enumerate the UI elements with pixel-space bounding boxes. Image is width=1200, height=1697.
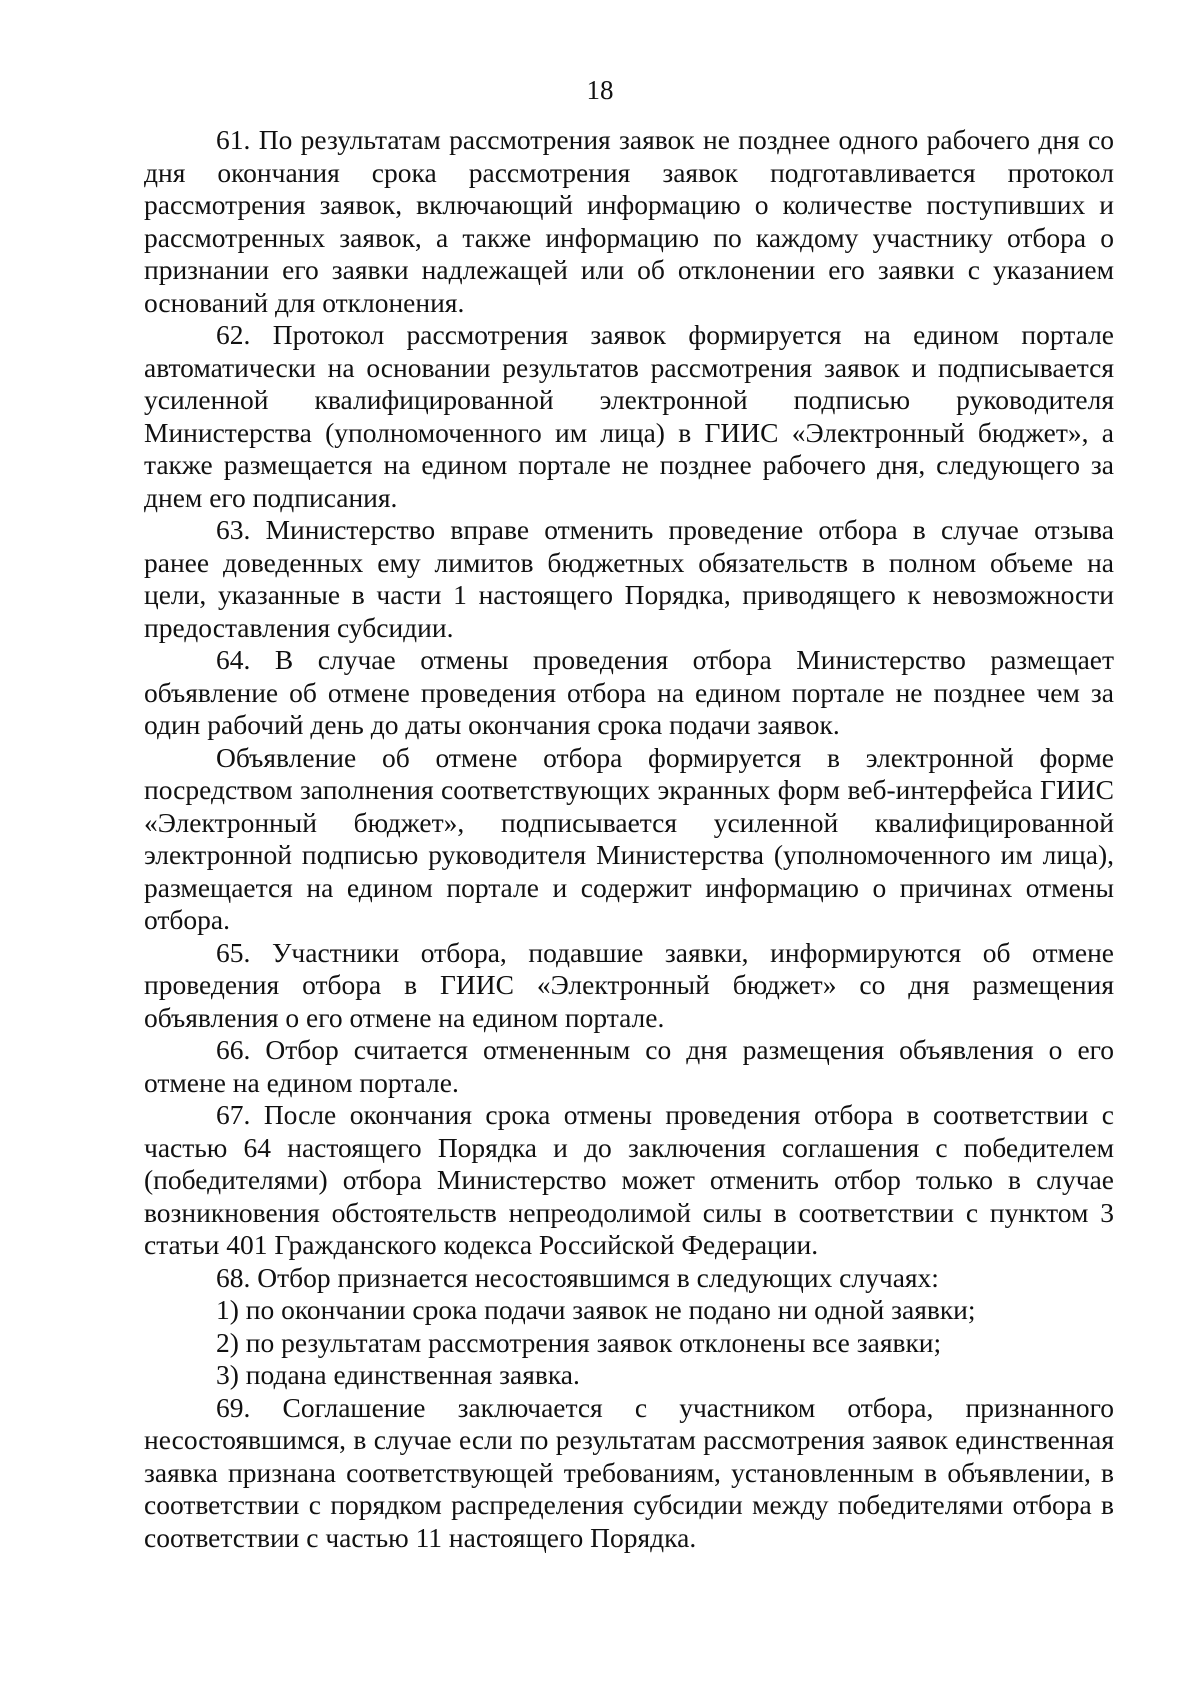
paragraph-68-item-1: 1) по окончании срока подачи заявок не подано ни одной заявки; (216, 1294, 976, 1325)
paragraph-62: 62. Протокол рассмотрения заявок формируется на едином портале автоматически на основании результатов рассмотрения заявок и подписывается усиленной квалифицированной электронной подписью руководителя Министерства (уполномоченного им лица) в ГИИС «Электронный бюджет», а также размещается на едином портале не позднее рабочего дня, следующего за днем его подписания. (144, 319, 1114, 513)
paragraph-68-item-3: 3) подана единственная заявка. (216, 1359, 580, 1390)
paragraph-68-item-2: 2) по результатам рассмотрения заявок отклонены все заявки; (216, 1326, 942, 1358)
paragraph-68: 68. Отбор признается несостоявшимся в следующих случаях: (216, 1261, 939, 1293)
paragraph-61: 61. По результатам рассмотрения заявок не позднее одного рабочего дня со дня окончания срока рассмотрения заявок подготавливается протокол рассмотрения заявок, включающий информацию о количестве поступивших и рассмотренных заявок, а также информацию по каждому участнику отбора о признании его заявки надлежащей или об отклонении его заявки с указанием оснований для отклонения. (144, 124, 1114, 318)
paragraph-65: 65. Участники отбора, подавшие заявки, информируются об отмене проведения отбора в ГИИС «Электронный бюджет» со дня размещения объявления о его отмене на едином портале. (144, 936, 1114, 1033)
page-number: 18 (586, 75, 614, 105)
paragraph-64-continued: Объявление об отмене отбора формируется в электронной форме посредством заполнения соответствующих экранных форм веб-интерфейса ГИИС «Электронный бюджет», подписывается усиленной квалифицированной электронной подписью руководителя Министерства (уполномоченного им лица), размещается на едином портале и содержит информацию о причинах отмены отбора. (144, 741, 1114, 935)
paragraph-66: 66. Отбор считается отмененным со дня размещения объявления о его отмене на едином портале. (144, 1034, 1114, 1098)
paragraph-63: 63. Министерство вправе отменить проведение отбора в случае отзыва ранее доведенных ему лимитов бюджетных обязательств в полном объеме на цели, указанные в части 1 настоящего Порядка, приводящего к невозможности предоставления субсидии. (144, 514, 1114, 643)
paragraph-64: 64. В случае отмены проведения отбора Министерство размещает объявление об отмене проведения отбора на едином портале не позднее чем за один рабочий день до даты окончания срока подачи заявок. (144, 644, 1114, 740)
paragraph-69: 69. Соглашение заключается с участником отбора, признанного несостоявшимся, в случае если по результатам рассмотрения заявок единственная заявка признана соответствующей требованиям, установленным в объявлении, в соответствии с порядком распределения субсидии между победителями отбора в соответствии с частью 11 настоящего Порядка. (144, 1391, 1114, 1553)
paragraph-67: 67. После окончания срока отмены проведения отбора в соответствии с частью 64 настоящего Порядка и до заключения соглашения с победителем (победителями) отбора Министерство может отменить отбор только в случае возникновения обстоятельств непреодолимой силы в соответствии с пунктом 3 статьи 401 Гражданского кодекса Российской Федерации. (144, 1099, 1114, 1260)
document-body (144, 124, 1114, 1554)
